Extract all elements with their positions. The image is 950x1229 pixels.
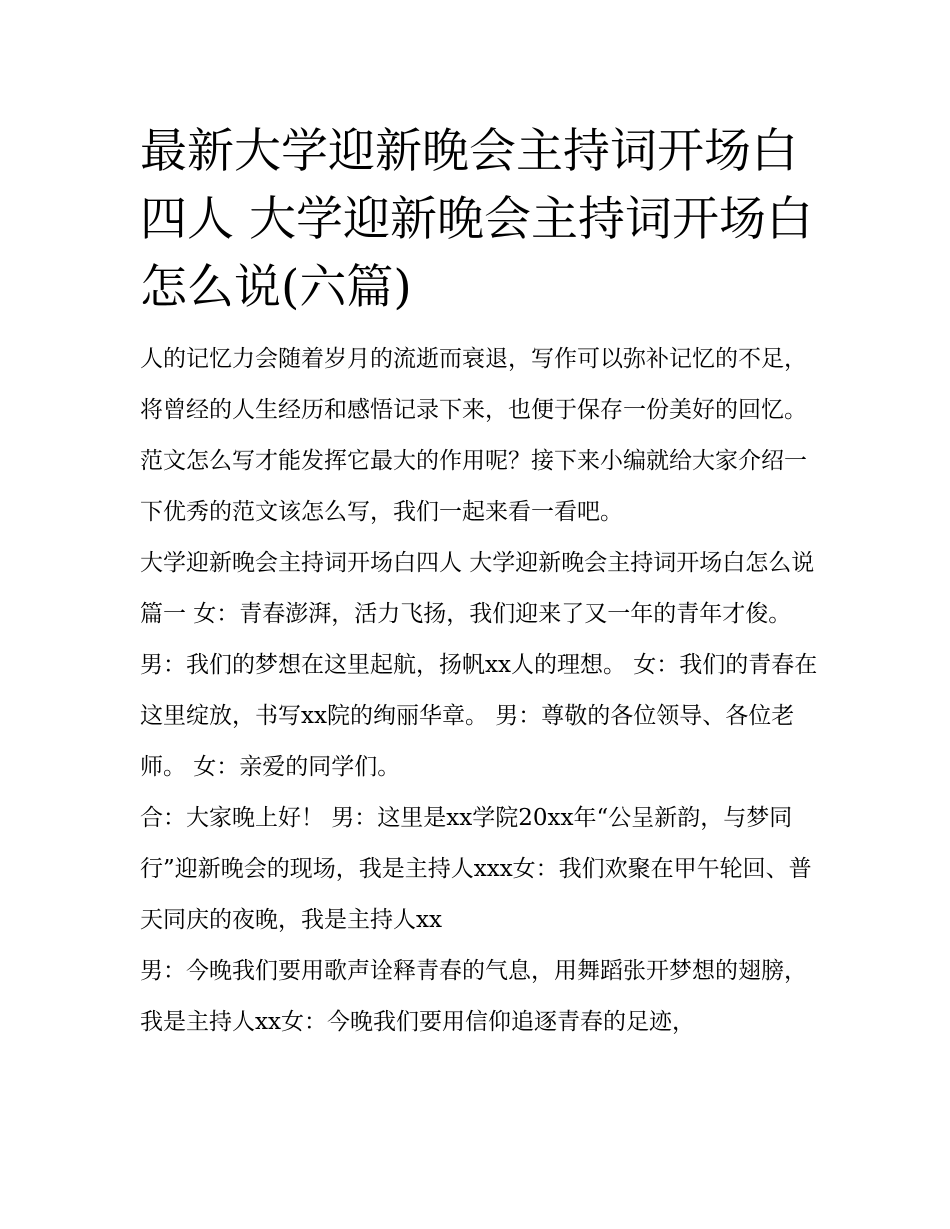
paragraph-dialogue-3: 男：今晚我们要用歌声诠释青春的气息，用舞蹈张开梦想的翅膀，我是主持人xx女：今晚我们要用信仰追逐青春的足迹，: [140, 958, 807, 1035]
paragraph-opening: 大学迎新晚会主持词开场白四人 大学迎新晚会主持词开场白怎么说篇一 女：青春澎湃，活力飞扬，我们迎来了又一年的青年才俊。: [140, 550, 815, 627]
paragraph-dialogue-1: 男：我们的梦想在这里起航，扬帆xx人的理想。 女：我们的青春在这里绽放，书写xx院的绚丽华章。 男：尊敬的各位领导、各位老师。 女：亲爱的同学们。: [140, 652, 818, 780]
document-title: 最新大学迎新晚会主持词开场白四人 大学迎新晚会主持词开场白怎么说(六篇): [140, 124, 813, 315]
document-body: [140, 334, 820, 1048]
paragraph-dialogue-2: 合：大家晚上好！ 男：这里是xx学院20xx年“公呈新韵，与梦同行”迎新晚会的现场，我是主持人xxx女：我们欢聚在甲午轮回、普天同庆的夜晚，我是主持人xx: [140, 805, 812, 933]
paragraph-intro: 人的记忆力会随着岁月的流逝而衰退，写作可以弥补记忆的不足，将曾经的人生经历和感悟记录下来，也便于保存一份美好的回忆。范文怎么写才能发挥它最大的作用呢？接下来小编就给大家介绍一下优秀的范文该怎么写，我们一起来看一看吧。: [140, 346, 807, 525]
document-content: [140, 118, 820, 1048]
